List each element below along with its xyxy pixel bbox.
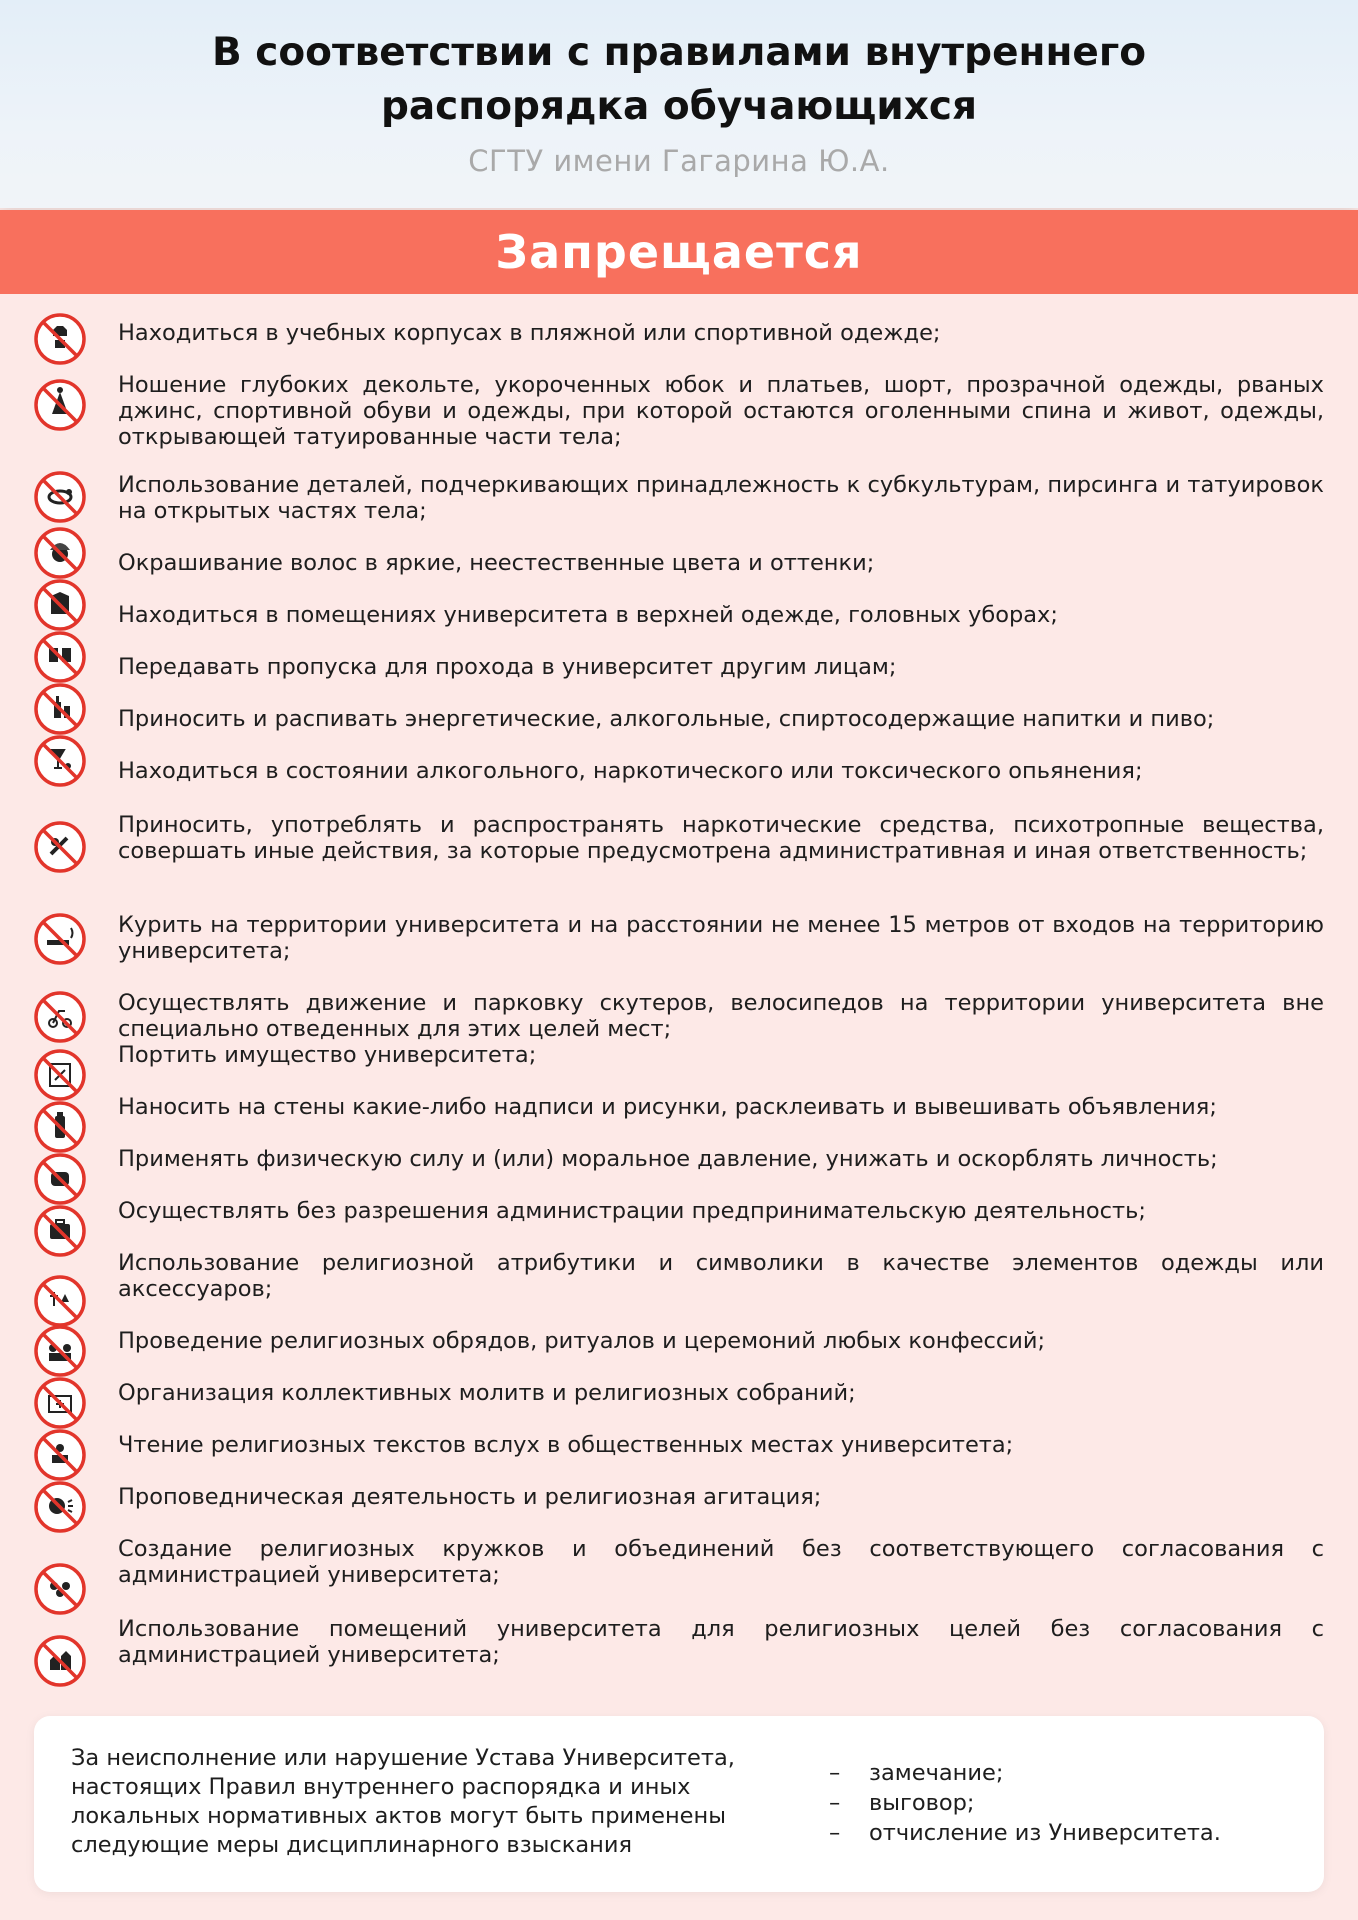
measure-dash: – <box>829 1790 841 1816</box>
alcohol-prohibited-icon <box>33 682 87 736</box>
preaching-prohibited-icon <box>33 1480 87 1534</box>
piercing-tattoo-prohibited-icon <box>33 470 87 524</box>
drugs-prohibited-icon <box>33 820 87 874</box>
rule-text: Проповедническая деятельность и религиозная агитация; <box>118 1484 822 1510</box>
rule-text: Создание религиозных кружков и объединений без соответствующего согласования с администрацией университета; <box>118 1536 1324 1588</box>
rule-text: Наносить на стены какие-либо надписи и рисунки, расклеивать и вывешивать объявления; <box>118 1094 1217 1120</box>
scooter-bicycle-prohibited-icon <box>33 990 87 1044</box>
rule-text: Находиться в помещениях университета в верхней одежде, головных уборах; <box>118 602 1058 628</box>
page-subtitle: СГТУ имени Гагарина Ю.А. <box>468 144 890 178</box>
rule-text: Чтение религиозных текстов вслух в общественных местах университета; <box>118 1432 1014 1458</box>
rule-text: Проведение религиозных обрядов, ритуалов и церемоний любых конфессий; <box>118 1328 1046 1354</box>
rule-text: Осуществлять движение и парковку скутеров, велосипедов на территории университета вне специально отведенных для этих целей мест; <box>118 990 1324 1042</box>
title-line-2: распорядка обучающихся <box>380 84 978 129</box>
intoxication-prohibited-icon <box>33 734 87 788</box>
religious-groups-prohibited-icon <box>33 1562 87 1616</box>
measure-dash: – <box>829 1820 841 1846</box>
graffiti-prohibited-icon <box>33 1100 87 1154</box>
religious-rites-prohibited-icon <box>33 1324 87 1378</box>
page-title <box>0 0 1358 134</box>
measure-dash: – <box>829 1760 841 1786</box>
property-damage-prohibited-icon <box>33 1048 87 1102</box>
rule-text: Использование помещений университета для религиозных целей без согласования с администрацией университета; <box>118 1616 1324 1668</box>
religious-symbols-prohibited-icon <box>33 1274 87 1328</box>
collective-prayer-prohibited-icon <box>33 1376 87 1430</box>
hair-dye-prohibited-icon <box>33 526 87 580</box>
pass-transfer-prohibited-icon <box>33 630 87 684</box>
reading-religious-texts-prohibited-icon <box>33 1428 87 1482</box>
rule-text: Ношение глубоких декольте, укороченных юбок и платьев, шорт, прозрачной одежды, рваных джинс, спортивной обуви и одежды, при которой остаются оголенными спина и живот, одежды, открывающей татуированные части тела; <box>118 372 1324 450</box>
violence-prohibited-icon <box>33 1152 87 1206</box>
title-line-1: В соответствии с правилами внутреннего <box>211 30 1147 75</box>
rule-text: Организация коллективных молитв и религиозных собраний; <box>118 1380 856 1406</box>
rule-text: Окрашивание волос в яркие, неестественные цвета и оттенки; <box>118 550 875 576</box>
prohibited-banner: Запрещается <box>0 210 1358 294</box>
measure-label: замечание; <box>869 1760 1004 1786</box>
measure-item <box>829 1788 1221 1818</box>
disciplinary-note <box>34 1716 1324 1892</box>
measures-list <box>829 1758 1221 1848</box>
beachwear-prohibited-icon <box>33 312 87 366</box>
rule-text: Применять физическую силу и (или) моральное давление, унижать и оскорблять личность; <box>118 1146 1218 1172</box>
rule-text: Осуществлять без разрешения администрации предпринимательскую деятельность; <box>118 1198 1146 1224</box>
smoking-prohibited-icon <box>33 912 87 966</box>
rule-text: Приносить, употреблять и распространять наркотические средства, психотропные вещества, совершать иные действия, за которые предусмотрена административная и иная ответственность; <box>118 812 1324 864</box>
outerwear-prohibited-icon <box>33 578 87 632</box>
disciplinary-text: За неисполнение или нарушение Устава Университета, настоящих Правил внутреннего распорядка и иных локальных нормативных актов могут быть применены следующие меры дисциплинарного взыскания <box>71 1745 735 1858</box>
measure-item <box>829 1758 1221 1788</box>
rule-text: Использование религиозной атрибутики и символики в качестве элементов одежды или аксессуаров; <box>118 1250 1324 1302</box>
revealing-clothes-prohibited-icon <box>33 378 87 432</box>
header <box>0 0 1358 208</box>
rule-text: Курить на территории университета и на расстоянии не менее 15 метров от входов на территорию университета; <box>118 912 1324 964</box>
rule-text: Приносить и распивать энергетические, алкогольные, спиртосодержащие напитки и пиво; <box>118 706 1215 732</box>
rule-text: Передавать пропуска для прохода в университет другим лицам; <box>118 654 897 680</box>
measure-label: отчисление из Университета. <box>869 1820 1221 1846</box>
rule-text: Использование деталей, подчеркивающих принадлежность к субкультурам, пирсинга и татуировок на открытых частях тела; <box>118 472 1324 524</box>
rule-text: Находиться в учебных корпусах в пляжной или спортивной одежде; <box>118 320 941 346</box>
rule-text: Портить имущество университета; <box>118 1042 537 1068</box>
measure-label: выговор; <box>869 1790 975 1816</box>
religious-premises-prohibited-icon <box>33 1634 87 1688</box>
measure-item <box>829 1818 1221 1848</box>
rule-text: Находиться в состоянии алкогольного, наркотического или токсического опьянения; <box>118 758 1143 784</box>
business-prohibited-icon <box>33 1204 87 1258</box>
